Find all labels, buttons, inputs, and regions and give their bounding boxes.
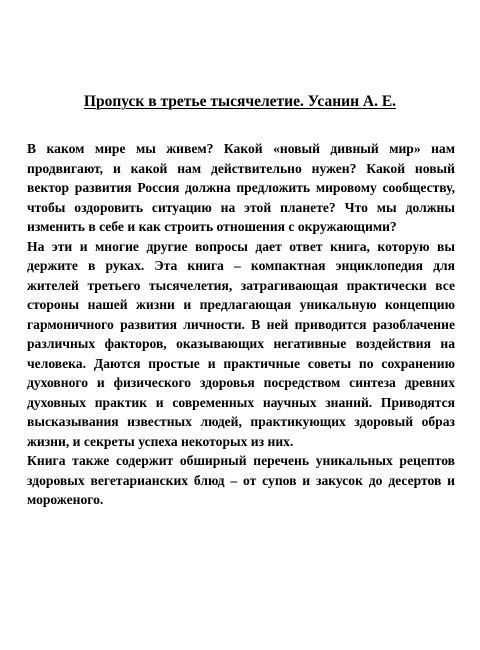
document-title: Пропуск в третье тысячелетие. Усанин А. Е.	[83, 93, 397, 110]
paragraph-1: В каком мире мы живем? Какой «новый дивный мир» нам продвигают, и какой нам действительно нужен? Какой новый вектор развития Россия должна предложить мировому сообществу, чтобы оздоровить ситуацию на этой планете? Что мы должны изменить в себе и как строить отношения с окружающими?	[27, 141, 455, 234]
document-body	[27, 139, 455, 510]
paragraph-3: Книга также содержит обширный перечень уникальных рецептов здоровых вегетарианских блюд – от супов и закусок до десертов и мороженого.	[27, 453, 455, 507]
paragraph-2: На эти и многие другие вопросы дает ответ книга, которую вы держите в руках. Эта книга – компактная энциклопедия для жителей третьего тысячелетия, затрагивающая практически все стороны нашей жизни и предлагающая уникальную концепцию гармоничного развития личности. В ней приводится разоблачение различных факторов, оказывающих негативные воздействия на человека. Даются простые и практичные советы по сохранению духовного и физического здоровья посредством синтеза древних духовных практик и современных научных знаний. Приводятся высказывания известных людей, практикующих здоровый образ жизни, и секреты успеха некоторых из них.	[27, 238, 455, 449]
